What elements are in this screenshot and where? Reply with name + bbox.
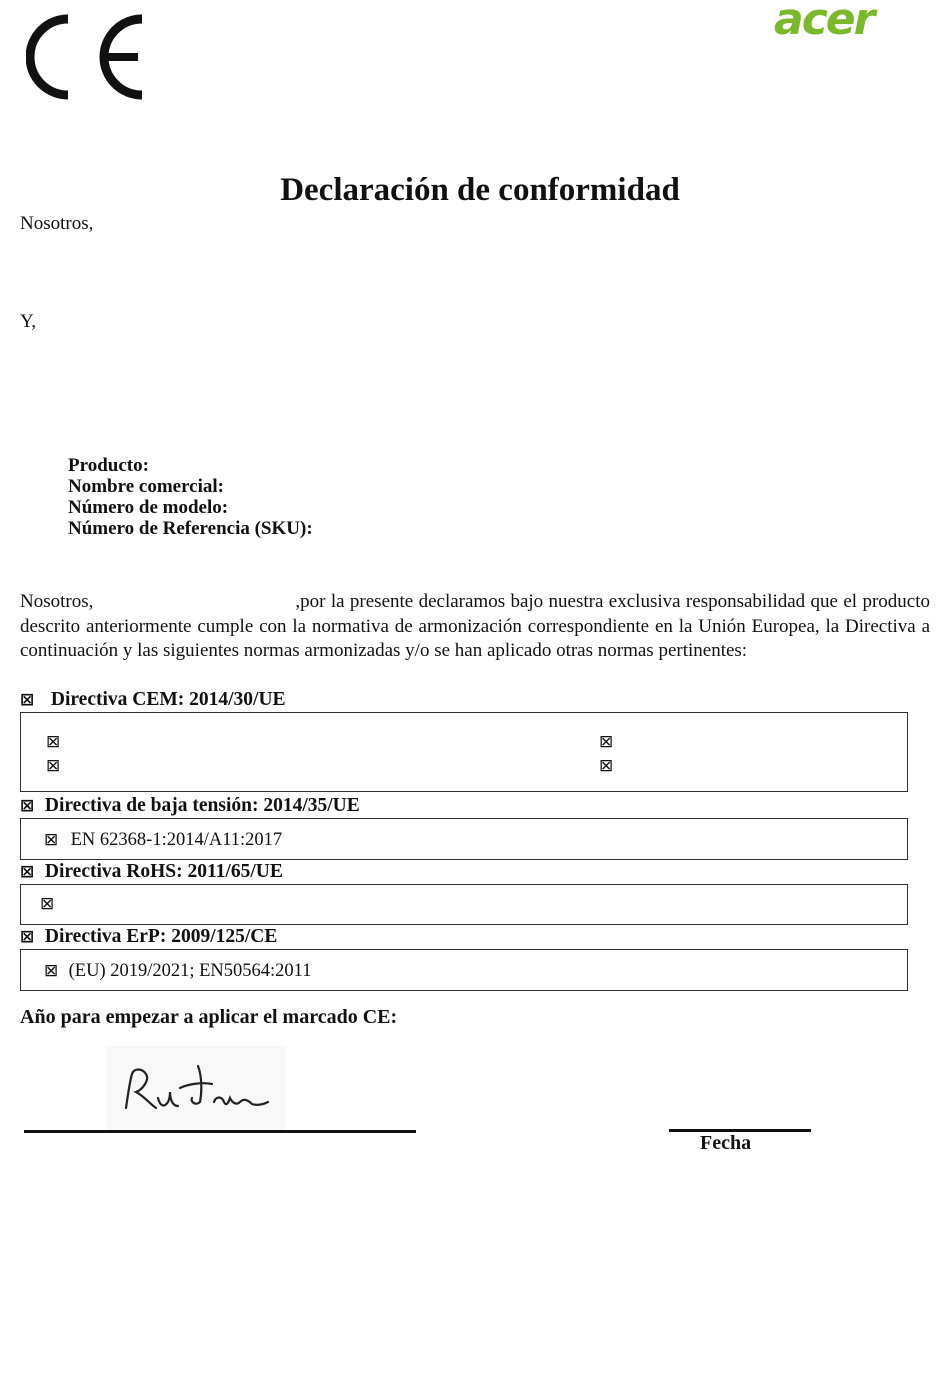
checked-box-icon: ⊠ xyxy=(599,756,614,776)
checked-box-icon: ⊠ xyxy=(20,796,35,816)
product-fields xyxy=(68,455,313,539)
checked-box-icon: ⊠ xyxy=(44,830,59,850)
sku-label: Número de Referencia (SKU): xyxy=(68,518,313,539)
checked-box-icon: ⊠ xyxy=(46,732,61,752)
checked-box-icon: ⊠ xyxy=(20,862,35,882)
ce-mark-logo xyxy=(26,14,150,100)
we-label: Nosotros, xyxy=(20,213,94,234)
erp-directive-heading xyxy=(20,926,277,948)
svg-text:acer: acer xyxy=(774,2,874,42)
handwritten-signature xyxy=(106,1046,286,1130)
lvd-standard-text: EN 62368-1:2014/A11:2017 xyxy=(70,830,283,850)
emc-directive-label: Directiva CEM: 2014/30/UE xyxy=(50,689,286,710)
checked-box-icon: ⊠ xyxy=(599,732,614,752)
lvd-directive-label: Directiva de baja tensión: 2014/35/UE xyxy=(44,795,360,816)
lvd-standard-item xyxy=(44,830,282,851)
erp-directive-label: Directiva ErP: 2009/125/CE xyxy=(44,926,278,947)
trade-name-label: Nombre comercial: xyxy=(68,476,224,497)
emc-directive-heading xyxy=(20,689,286,711)
product-label: Producto: xyxy=(68,455,149,476)
rohs-directive-heading xyxy=(20,861,283,883)
signature-area xyxy=(106,1046,286,1130)
declaration-we: Nosotros, xyxy=(20,591,94,612)
checked-box-icon: ⊠ xyxy=(20,927,35,947)
checked-box-icon: ⊠ xyxy=(44,961,59,981)
signature-line xyxy=(24,1130,416,1133)
rohs-standards-box xyxy=(20,884,908,925)
erp-standard-text: (EU) 2019/2021; EN50564:2011 xyxy=(68,961,312,981)
declaration-paragraph xyxy=(20,590,930,664)
acer-logo xyxy=(772,2,920,42)
ce-year-label: Año para empezar a aplicar el marcado CE: xyxy=(20,1006,398,1028)
checked-box-icon: ⊠ xyxy=(46,756,61,776)
date-label: Fecha xyxy=(700,1132,752,1154)
erp-standard-item xyxy=(44,961,312,982)
and-label: Y, xyxy=(20,311,37,332)
document-title: Declaración de conformidad xyxy=(280,172,680,208)
emc-standards-box xyxy=(20,712,908,792)
checked-box-icon: ⊠ xyxy=(40,894,55,914)
model-number-label: Número de modelo: xyxy=(68,497,229,518)
checked-box-icon: ⊠ xyxy=(20,690,35,710)
rohs-directive-label: Directiva RoHS: 2011/65/UE xyxy=(44,861,283,882)
declaration-text: ,por la presente declaramos bajo nuestra exclusiva responsabilidad que el producto descrito anteriormente cumple con la normativa de armonización correspondiente en la Unión Europea, la Directiva a continuación y las siguientes normas armonizadas y/o se han aplicado otras normas pertinentes: xyxy=(20,591,930,661)
lvd-directive-heading xyxy=(20,795,360,817)
